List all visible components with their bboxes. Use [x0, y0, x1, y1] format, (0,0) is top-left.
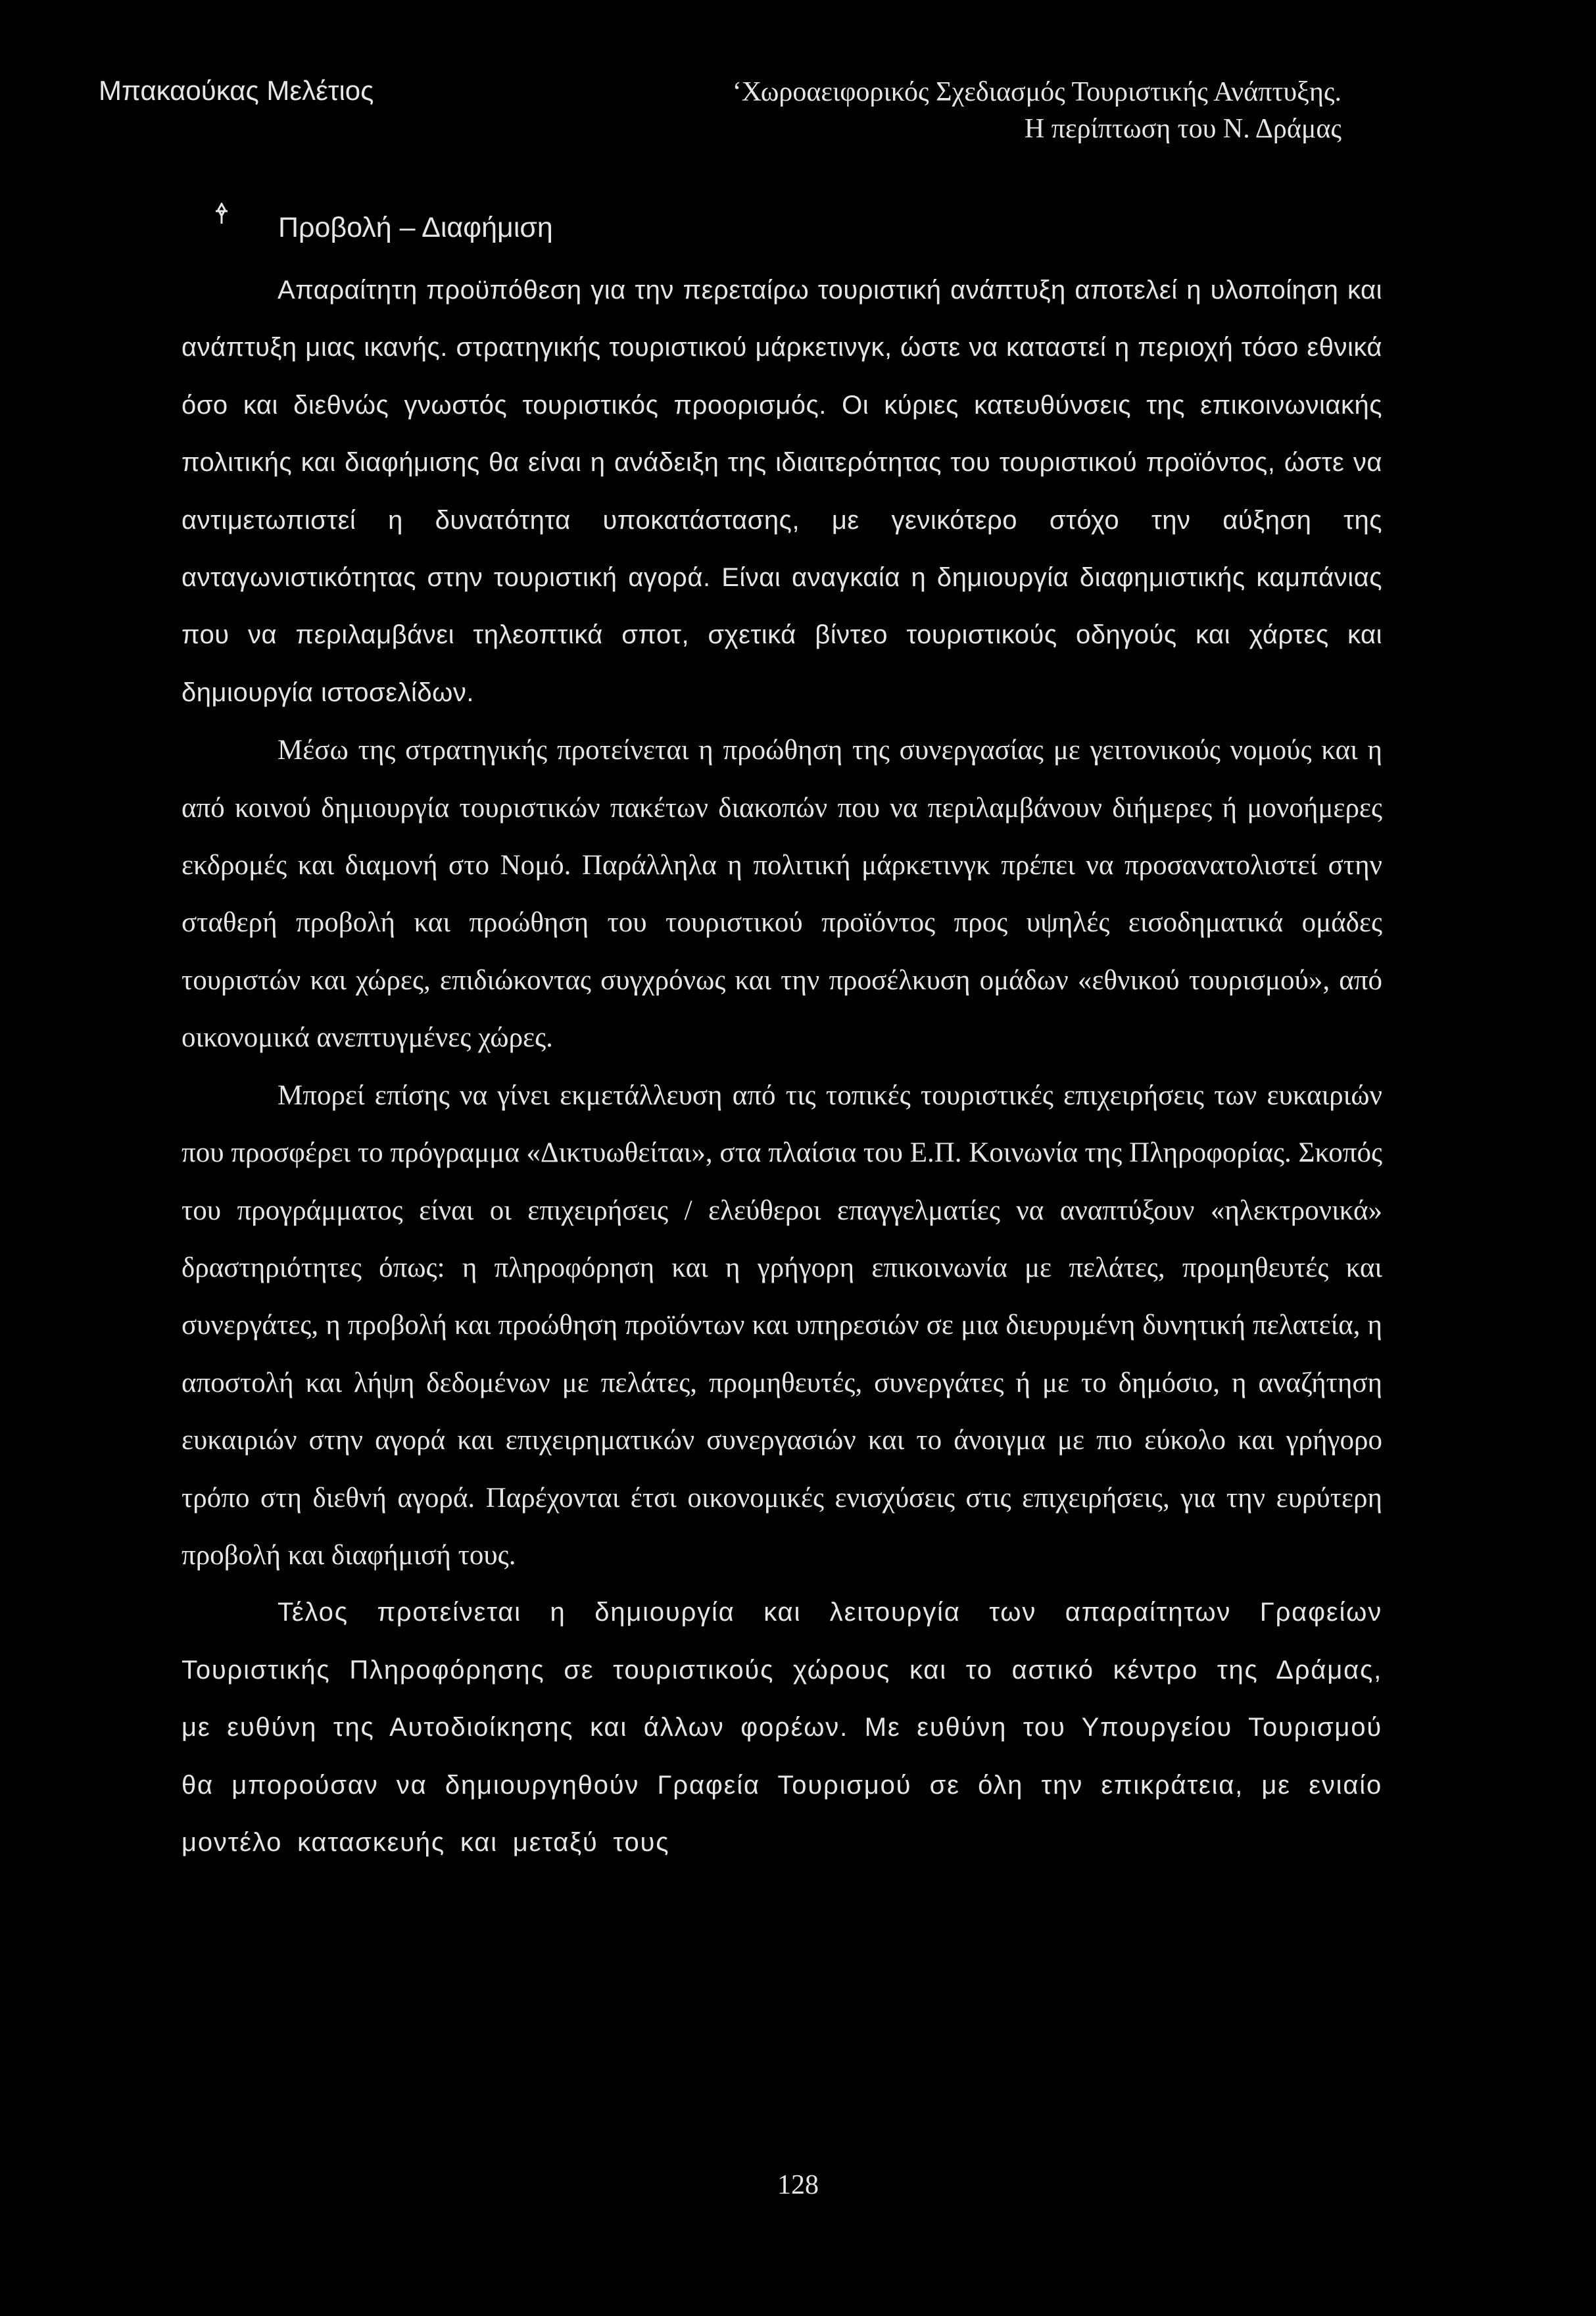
- body-text: [181, 262, 1382, 1871]
- header-title-line-2: Η περίπτωση του Ν. Δράμας: [1024, 114, 1342, 144]
- header-author: Μπακαούκας Μελέτιος: [99, 75, 374, 106]
- header-title-line-1: ‘Χωροαειφορικός Σχεδιασμός Τουριστικής Ανάπτυξης.: [732, 77, 1342, 107]
- page-number: 128: [777, 2170, 819, 2200]
- paragraph: Απαραίτητη προϋπόθεση για την περεταίρω τουριστική ανάπτυξη αποτελεί η υλοποίηση και ανάπτυξη μιας ικανής. στρατηγικής τουριστικού μάρκετινγκ, ώστε να καταστεί η περιοχή τόσο εθνικά όσο και διεθνώς γνωστός τουριστικός προορισμός. Οι κύριες κατευθύνσεις της επικοινωνιακής πολιτικής και διαφήμισης θα είναι η ανάδειξη της ιδιαιτερότητας του τουριστικού προϊόντος, ώστε να αντιμετωπιστεί η δυνατότητα υποκατάστασης, με γενικότερο στόχο την αύξηση της ανταγωνιστικότητας στην τουριστική αγορά. Είναι αναγκαία η δημιουργία διαφημιστικής καμπάνιας που να περιλαμβάνει τηλεοπτικά σποτ, σχετικά βίντεο τουριστικούς οδηγούς και χάρτες και δημιουργία ιστοσελίδων.: [181, 276, 1382, 707]
- paragraph: Μέσω της στρατηγικής προτείνεται η προώθηση της συνεργασίας με γειτονικούς νομούς και η από κοινού δημιουργία τουριστικών πακέτων διακοπών που να περιλαμβάνουν διήμερες ή μονοήμερες εκδρομές και διαμονή στο Νομό. Παράλληλα η πολιτική μάρκετινγκ πρέπει να προσανατολιστεί στην σταθερή προβολή και προώθηση του τουριστικού προϊόντος προς υψηλές εισοδηματικά ομάδες τουριστών και χώρες, επιδιώκοντας συγχρόνως και την προσέλκυση ομάδων «εθνικού τουρισμού», από οικονομικά ανεπτυγμένες χώρες.: [181, 735, 1382, 1054]
- paragraph: Τέλος προτείνεται η δημιουργία και λειτουργία των απαραίτητων Γραφείων Τουριστικής Πληροφόρησης σε τουριστικούς χώρους και το αστικό κέντρο της Δράμας, με ευθύνη της Αυτοδιοίκησης και άλλων φορέων. Με ευθύνη του Υπουργείου Τουρισμού θα μπορούσαν να δημιουργηθούν Γραφεία Τουρισμού σε όλη την επικράτεια, με ενιαίο μοντέλο κατασκευής και μεταξύ τους: [181, 1598, 1382, 1857]
- section-heading: Προβολή – Διαφήμιση: [278, 212, 553, 243]
- paragraph: Μπορεί επίσης να γίνει εκμετάλλευση από τις τοπικές τουριστικές επιχειρήσεις των ευκαιριών που προσφέρει το πρόγραμμα «Δικτυωθείται», στα πλαίσια του Ε.Π. Κοινωνία της Πληροφορίας. Σκοπός του προγράμματος είναι οι επιχειρήσεις / ελεύθεροι επαγγελματίες να αναπτύξουν «ηλεκτρονικά» δραστηριότητες όπως: η πληροφόρηση και η γρήγορη επικοινωνία με πελάτες, προμηθευτές και συνεργάτες, η προβολή και προώθηση προϊόντων και υπηρεσιών σε μια διευρυμένη δυνητική πελατεία, η αποστολή και λήψη δεδομένων με πελάτες, προμηθευτές, συνεργάτες ή με το δημόσιο, η αναζήτηση ευκαιριών στην αγορά και επιχειρηματικών συνεργασιών και το άνοιγμα με πιο εύκολο και γρήγορο τρόπο στη διεθνή αγορά. Παρέχονται έτσι οικονομικές ενισχύσεις στις επιχειρήσεις, για την ευρύτερη προβολή και διαφήμισή τους.: [181, 1079, 1382, 1571]
- diamond-bullet-icon: [210, 203, 233, 225]
- header-title: [612, 74, 1342, 147]
